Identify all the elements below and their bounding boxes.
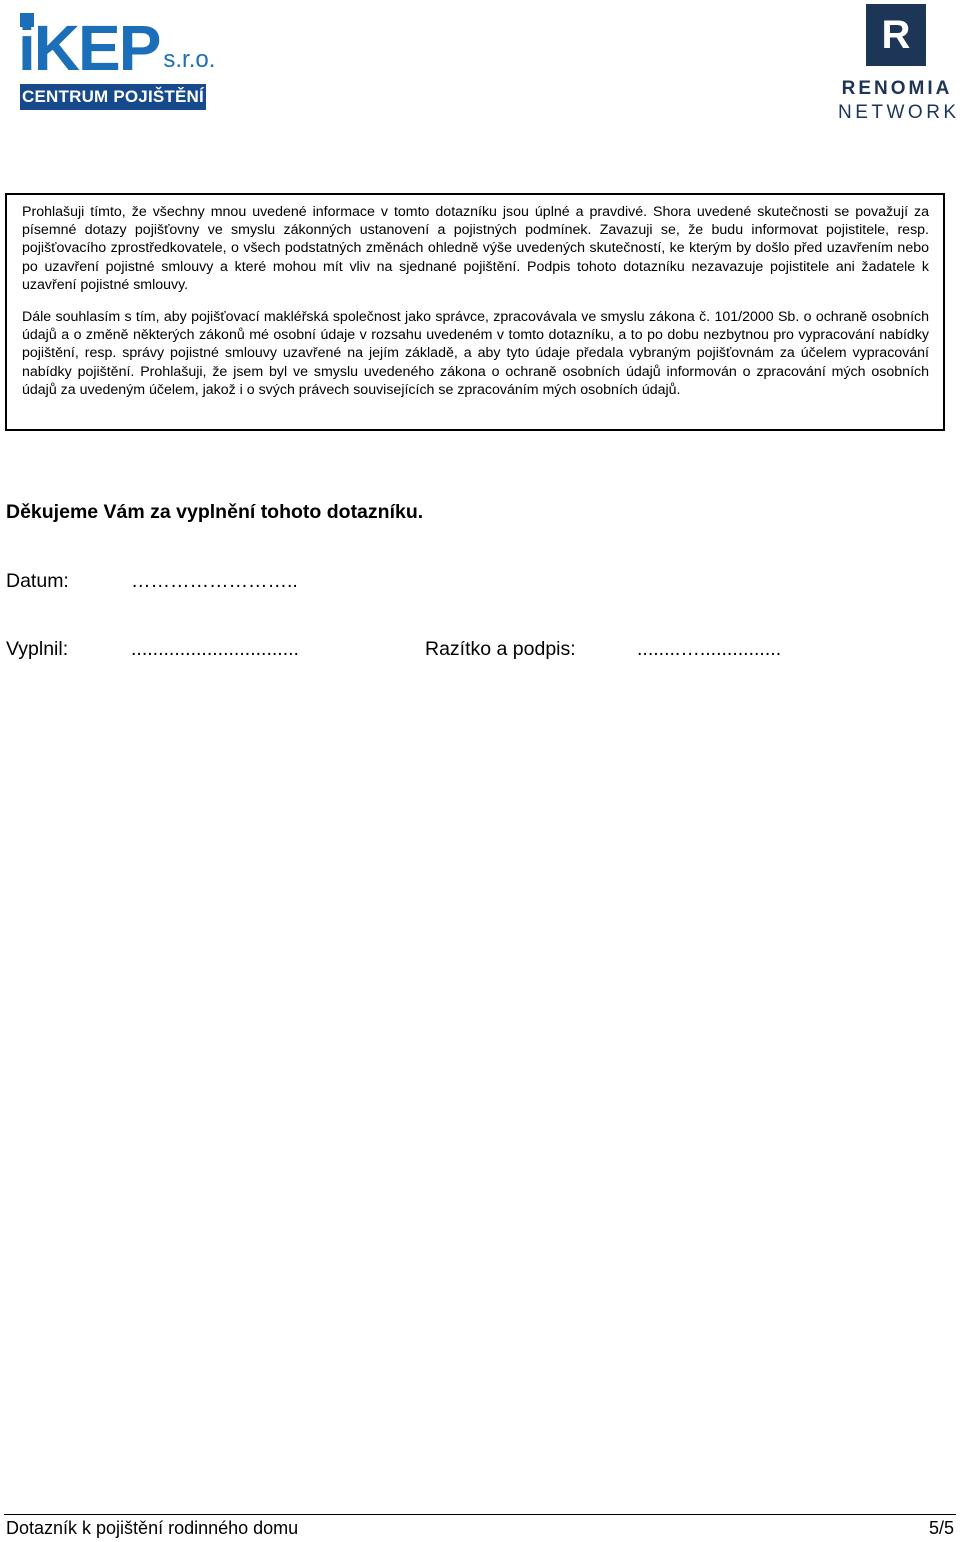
declaration-paragraph-2: Dále souhlasím s tím, aby pojišťovací makléřská společnost jako správce, zpracovávala ve smyslu zákona č. 101/2000 Sb. o ochraně osobních údajů a o změně některých zákonů mé osobní údaje v rozsahu uvedeném v tomto dotazníku, a to po dobu nezbytnou pro vypracování nabídky pojištění, resp. správy pojistné smlouvy uzavřené na jejím základě, a aby tyto údaje předala vybraným pojišťovnám za účelem vypracování nabídky pojištění. Prohlašuji, že jsem byl ve smyslu uvedeného zákona o ochraně osobních údajů informován o zpracování mých osobních údajů za uvedeným účelem, jakož i o svých právech souvisejících se zpracováním mých osobních údajů.	[22, 309, 929, 398]
ikep-logo-suffix: s.r.o.	[163, 46, 216, 73]
thanks-heading: Děkujeme Vám za vyplnění tohoto dotazníku.	[6, 501, 424, 523]
renomia-logo-name: RENOMIA	[841, 78, 953, 99]
ikep-logo	[18, 10, 216, 106]
ikep-logo-tagline: CENTRUM POJIŠTĚNÍ	[20, 84, 206, 110]
renomia-logo-mark: R	[866, 4, 926, 66]
razitko-field: ........…...............	[637, 638, 782, 660]
datum-field: ……………………..	[131, 570, 298, 592]
declaration-paragraph-1: Prohlašuji tímto, že všechny mnou uvedené informace v tomto dotazníku jsou úplné a pravdivé. Shora uvedené skutečnosti se považují za písemné dotazy pojišťovny ve smyslu zákonných ustanovení a pojistných podmínek. Zavazuji se, že budu informovat pojistitele, resp. pojišťovacího zprostředkovatele, o všech podstatných změnách ohledně výše uvedených skutečností, ke kterým by došlo před uzavřením nebo po uzavření pojistné smlouvy a které mohou mít vliv na sjednané pojištění. Podpis tohoto dotazníku nezavazuje pojistitele ani žadatele k uzavření pojistné smlouvy.	[22, 204, 929, 293]
renomia-logo-subname: NETWORK	[838, 102, 960, 123]
footer-document-title: Dotazník k pojištění rodinného domu	[6, 1518, 299, 1538]
vyplnil-label: Vyplnil:	[6, 638, 69, 660]
razitko-label: Razítko a podpis:	[425, 638, 576, 660]
vyplnil-field: ...............................	[131, 638, 299, 660]
footer-divider	[4, 1514, 956, 1515]
datum-label: Datum:	[6, 570, 69, 592]
ikep-logo-brand: iKEP	[18, 12, 160, 84]
footer-page-number: 5/5	[928, 1518, 954, 1538]
ikep-logo-wordmark	[18, 10, 216, 84]
renomia-logo	[838, 4, 960, 124]
declaration-box	[5, 193, 945, 431]
